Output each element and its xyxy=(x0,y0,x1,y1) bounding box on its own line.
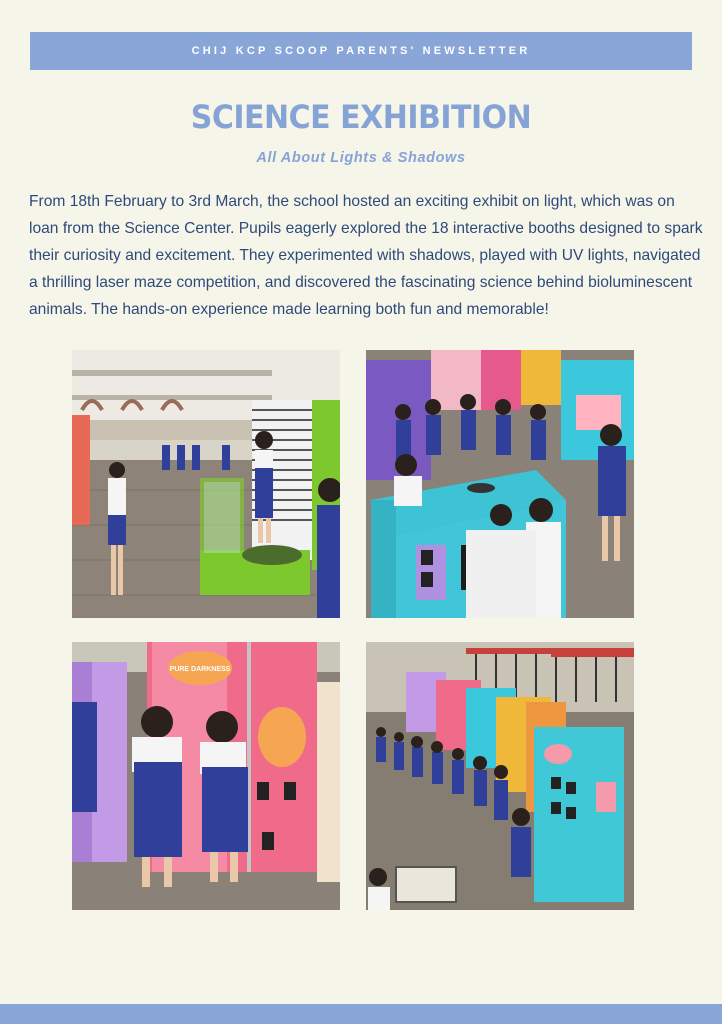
newsletter-banner-text: CHIJ KCP SCOOP PARENTS' NEWSLETTER xyxy=(191,45,531,57)
article-subtitle: All About Lights & Shadows xyxy=(256,150,466,166)
article-title: SCIENCE EXHIBITION xyxy=(190,98,532,137)
article-body: From 18th February to 3rd March, the school hosted an exciting exhibit on light, which was on loan from the Science Center. Pupils eagerly explored the 18 interactive booths designed to spark their curiosity and excitement. They experimented with shadows, played with UV lights, navigated a thrilling laser maze competition, and discovered the fascinating science behind bioluminescent animals. The hands-on experience made learning both fun and memorable! xyxy=(29,193,703,318)
photo-shadow-booth xyxy=(72,350,340,618)
photo-pure-darkness-booth xyxy=(72,642,340,910)
footer-bar xyxy=(0,1004,722,1024)
pure-darkness-sign: PURE DARKNESS xyxy=(169,666,231,673)
photo-booth-queue xyxy=(366,642,634,910)
newsletter-banner xyxy=(30,32,692,70)
photo-uv-light-booth xyxy=(366,350,634,618)
